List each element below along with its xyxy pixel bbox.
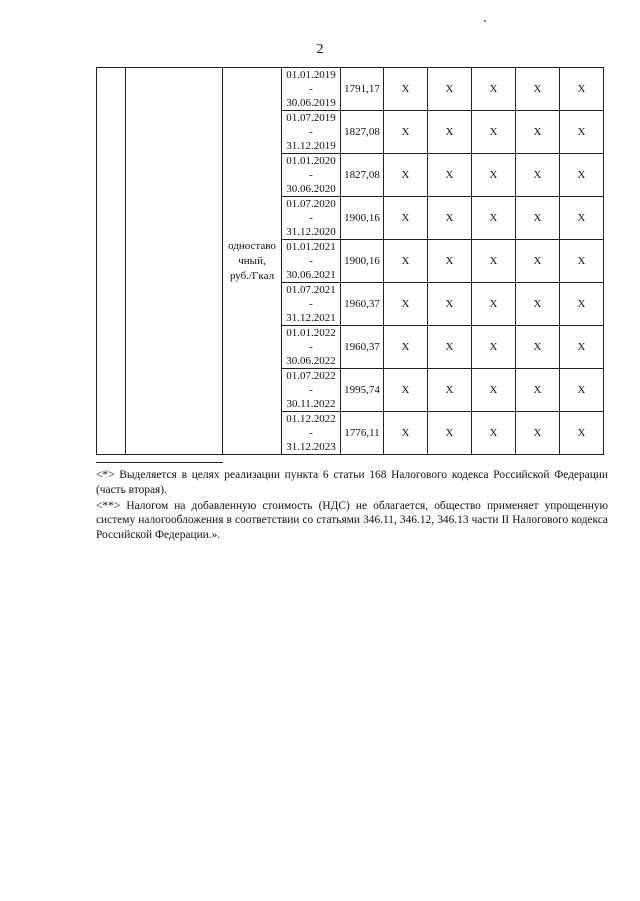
period-end: 31.12.2020 (286, 226, 336, 238)
table-row (97, 68, 604, 111)
mark-cell: Х (560, 197, 604, 240)
period-end: 30.06.2020 (286, 183, 336, 195)
mark-cell: Х (560, 283, 604, 326)
period-cell (282, 111, 341, 154)
period-cell (282, 283, 341, 326)
period-separator: - (309, 212, 313, 224)
mark-cell: Х (516, 412, 560, 455)
mark-cell: Х (560, 68, 604, 111)
mark-cell: Х (428, 369, 472, 412)
period-end: 31.12.2021 (286, 312, 336, 324)
mark-cell: Х (384, 326, 428, 369)
period-start: 01.01.2022 (286, 327, 336, 339)
unit-line: руб./Гкал (229, 269, 275, 282)
period-start: 01.01.2019 (286, 69, 336, 81)
tariff-table-body (97, 68, 604, 455)
mark-cell: Х (384, 111, 428, 154)
footnote-2: <**> Налогом на добавленную стоимость (НДС) не облагается, общество применяет упрощенную систему налогообложения в соответствии со статьями 346.11, 346.12, 346.13 части II Налогового кодекса Российской Федерации.». (96, 499, 608, 542)
mark-cell: Х (560, 412, 604, 455)
mark-cell: Х (384, 197, 428, 240)
period-separator: - (309, 169, 313, 181)
mark-cell: Х (516, 154, 560, 197)
tariff-value-cell: 1791,17 (341, 68, 384, 111)
mark-cell: Х (560, 154, 604, 197)
period-start: 01.01.2021 (286, 241, 336, 253)
mark-cell: Х (428, 68, 472, 111)
mark-cell: Х (516, 111, 560, 154)
mark-cell: Х (428, 240, 472, 283)
mark-cell: Х (472, 283, 516, 326)
period-start: 01.07.2019 (286, 112, 336, 124)
mark-cell: Х (384, 283, 428, 326)
period-start: 01.07.2021 (286, 284, 336, 296)
mark-cell: Х (428, 111, 472, 154)
mark-cell: Х (428, 412, 472, 455)
tariff-value-cell: 1900,16 (341, 197, 384, 240)
mark-cell: Х (560, 240, 604, 283)
mark-cell: Х (560, 326, 604, 369)
row-group-name-cell (126, 68, 223, 455)
footnotes (96, 468, 608, 544)
page-number: 2 (316, 42, 324, 57)
mark-cell: Х (516, 68, 560, 111)
mark-cell: Х (472, 326, 516, 369)
mark-cell: Х (472, 197, 516, 240)
mark-cell: Х (516, 240, 560, 283)
period-cell (282, 154, 341, 197)
period-start: 01.01.2020 (286, 155, 336, 167)
mark-cell: Х (472, 154, 516, 197)
tariff-value-cell: 1960,37 (341, 326, 384, 369)
period-cell (282, 412, 341, 455)
mark-cell: Х (428, 154, 472, 197)
period-end: 30.11.2022 (286, 398, 336, 410)
period-separator: - (309, 83, 313, 95)
tariff-value-cell: 1827,08 (341, 111, 384, 154)
mark-cell: Х (516, 197, 560, 240)
tariff-value-cell: 1776,11 (341, 412, 384, 455)
mark-cell: Х (560, 369, 604, 412)
mark-cell: Х (472, 412, 516, 455)
period-cell (282, 68, 341, 111)
period-end: 31.12.2019 (286, 140, 336, 152)
tariff-value-cell: 1995,74 (341, 369, 384, 412)
period-start: 01.07.2020 (286, 198, 336, 210)
mark-cell: Х (472, 369, 516, 412)
period-end: 30.06.2022 (286, 355, 336, 367)
period-separator: - (309, 341, 313, 353)
tariff-table (96, 67, 604, 455)
mark-cell: Х (384, 154, 428, 197)
mark-cell: Х (560, 111, 604, 154)
period-start: 01.12.2022 (286, 413, 336, 425)
mark-cell: Х (472, 68, 516, 111)
period-end: 30.06.2021 (286, 269, 336, 281)
period-separator: - (309, 298, 313, 310)
period-separator: - (309, 255, 313, 267)
tariff-value-cell: 1900,16 (341, 240, 384, 283)
period-end: 30.06.2019 (286, 97, 336, 109)
mark-cell: Х (428, 326, 472, 369)
period-cell (282, 197, 341, 240)
mark-cell: Х (516, 369, 560, 412)
unit-line: одноставо (228, 239, 276, 252)
mark-cell: Х (428, 283, 472, 326)
mark-cell: Х (472, 240, 516, 283)
footnote-divider (96, 462, 223, 463)
unit-line: чный, (238, 254, 266, 267)
mark-cell: Х (384, 240, 428, 283)
period-separator: - (309, 427, 313, 439)
tariff-value-cell: 1827,08 (341, 154, 384, 197)
scan-speck (484, 20, 486, 22)
mark-cell: Х (384, 369, 428, 412)
mark-cell: Х (384, 68, 428, 111)
period-start: 01.07.2022 (286, 370, 336, 382)
footnote-1: <*> Выделяется в целях реализации пункта 6 статьи 168 Налогового кодекса Российской Федерации (часть вторая). (96, 469, 608, 496)
mark-cell: Х (516, 326, 560, 369)
unit-cell (223, 68, 282, 455)
mark-cell: Х (472, 111, 516, 154)
mark-cell: Х (384, 412, 428, 455)
mark-cell: Х (516, 283, 560, 326)
row-group-number-cell (97, 68, 126, 455)
mark-cell: Х (428, 197, 472, 240)
period-cell (282, 326, 341, 369)
period-cell (282, 369, 341, 412)
period-separator: - (309, 126, 313, 138)
period-end: 31.12.2023 (286, 441, 336, 453)
tariff-value-cell: 1960,37 (341, 283, 384, 326)
period-cell (282, 240, 341, 283)
period-separator: - (309, 384, 313, 396)
